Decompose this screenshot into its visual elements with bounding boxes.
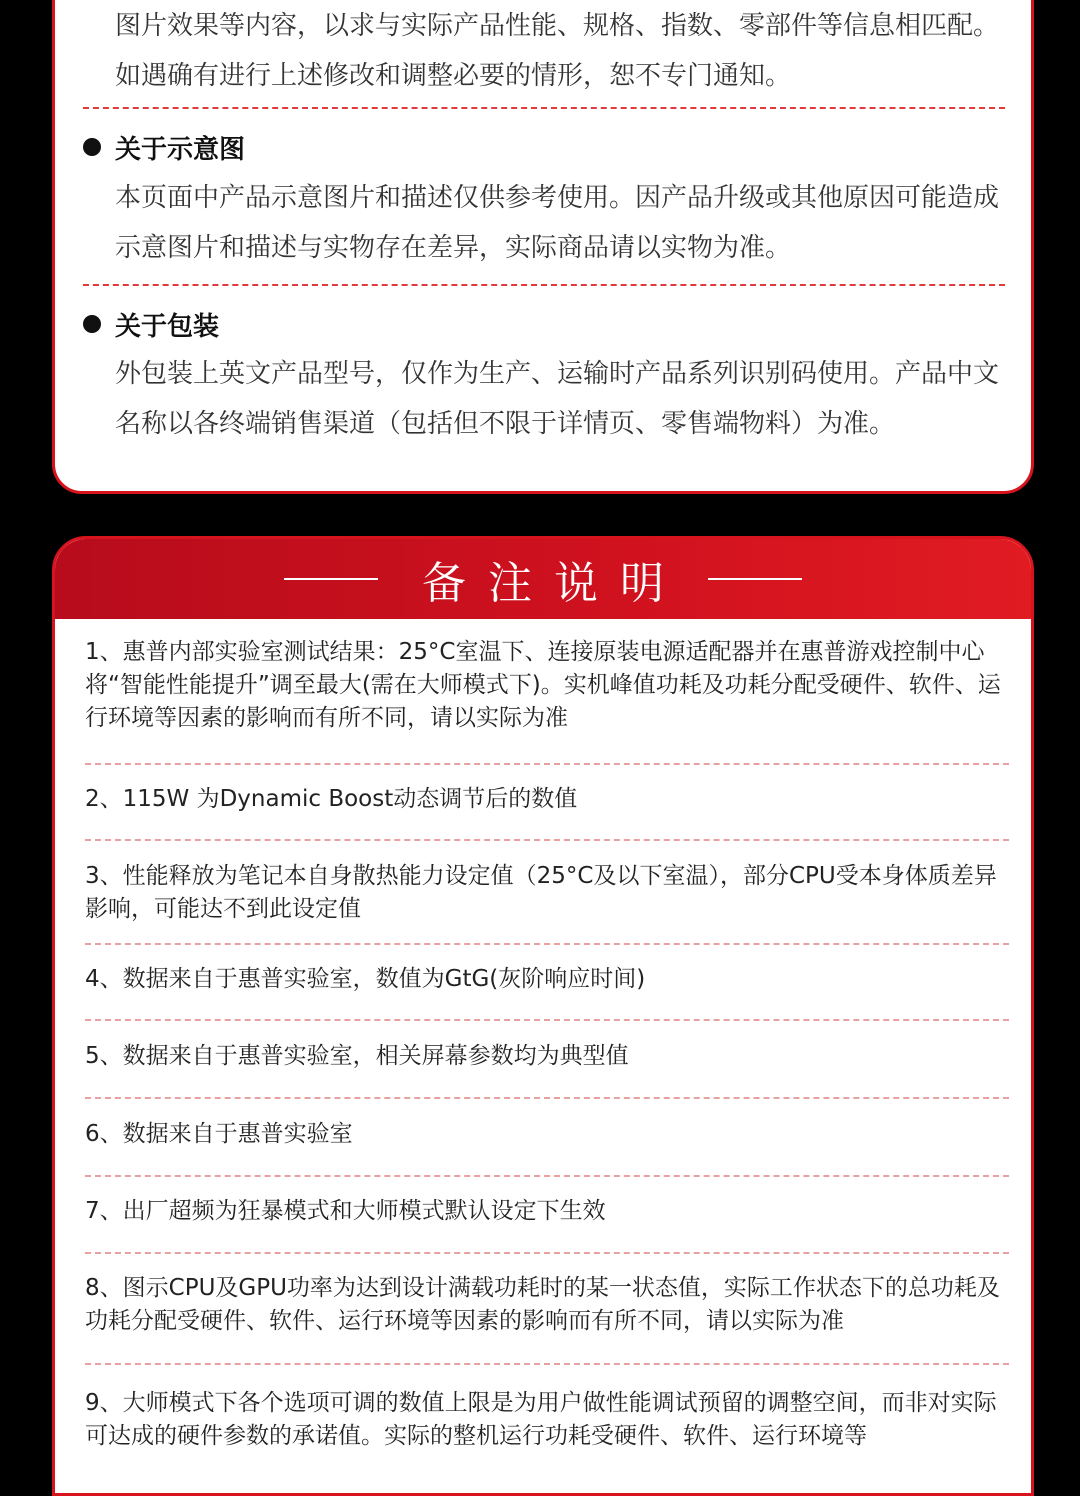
disclaimer-intro-text: 图片效果等内容，以求与实际产品性能、规格、指数、零部件等信息相匹配。如遇确有进行上述修改和调整必要的情形，恕不专门通知。 (115, 11, 1000, 91)
note-item: 9、大师模式下各个选项可调的数值上限是为用户做性能调试预留的调整空间，而非对实际可达成的硬件参数的承诺值。实际的整机运行功耗受硬件、软件、运行环境等 (85, 1390, 997, 1449)
note-item: 3、性能释放为笔记本自身散热能力设定值（25°C及以下室温），部分CPU受本身体质差异影响，可能达不到此设定值 (85, 863, 997, 922)
section-body-packaging: 外包装上英文产品型号，仅作为生产、运输时产品系列识别码使用。产品中文名称以各终端销售渠道（包括但不限于详情页、零售端物料）为准。 (115, 359, 1000, 439)
notes-header (55, 539, 1031, 619)
dashed-divider (83, 107, 1005, 109)
dashed-divider (85, 1363, 1009, 1365)
header-line-left (284, 578, 378, 580)
dashed-divider (83, 284, 1005, 286)
dashed-divider (85, 1175, 1009, 1177)
dashed-divider (85, 1019, 1009, 1021)
note-item: 8、图示CPU及GPU功率为达到设计满载功耗时的某一状态值，实际工作状态下的总功耗及功耗分配受硬件、软件、运行环境等因素的影响而有所不同，请以实际为准 (85, 1275, 1000, 1334)
notes-card (52, 536, 1034, 1496)
notes-title: 备注说明 (422, 558, 686, 609)
note-item: 4、数据来自于惠普实验室，数值为GtG(灰阶响应时间) (85, 966, 646, 992)
bullet-icon (83, 315, 101, 333)
section-heading-label: 关于示意图 (115, 134, 246, 165)
section-heading-packaging (83, 307, 219, 341)
header-line-right (708, 578, 802, 580)
section-heading-schematic (83, 130, 245, 164)
section-heading-label: 关于包装 (115, 311, 220, 342)
dashed-divider (85, 839, 1009, 841)
dashed-divider (85, 763, 1009, 765)
bullet-icon (83, 138, 101, 156)
note-item: 2、115W 为Dynamic Boost动态调节后的数值 (85, 786, 578, 812)
dashed-divider (85, 943, 1009, 945)
disclaimer-card (52, 0, 1034, 494)
note-item: 7、出厂超频为狂暴模式和大师模式默认设定下生效 (85, 1198, 606, 1224)
note-item: 6、数据来自于惠普实验室 (85, 1121, 353, 1147)
note-item: 1、惠普内部实验室测试结果：25°C室温下、连接原装电源适配器并在惠普游戏控制中心将“智能性能提升”调至最大(需在大师模式下)。实机峰值功耗及功耗分配受硬件、软件、运行环境等因素的影响而有所不同，请以实际为准 (85, 639, 1001, 731)
dashed-divider (85, 1252, 1009, 1254)
section-body-schematic: 本页面中产品示意图片和描述仅供参考使用。因产品升级或其他原因可能造成示意图片和描述与实物存在差异，实际商品请以实物为准。 (115, 183, 1000, 263)
dashed-divider (85, 1097, 1009, 1099)
note-item: 5、数据来自于惠普实验室，相关屏幕参数均为典型值 (85, 1043, 629, 1069)
